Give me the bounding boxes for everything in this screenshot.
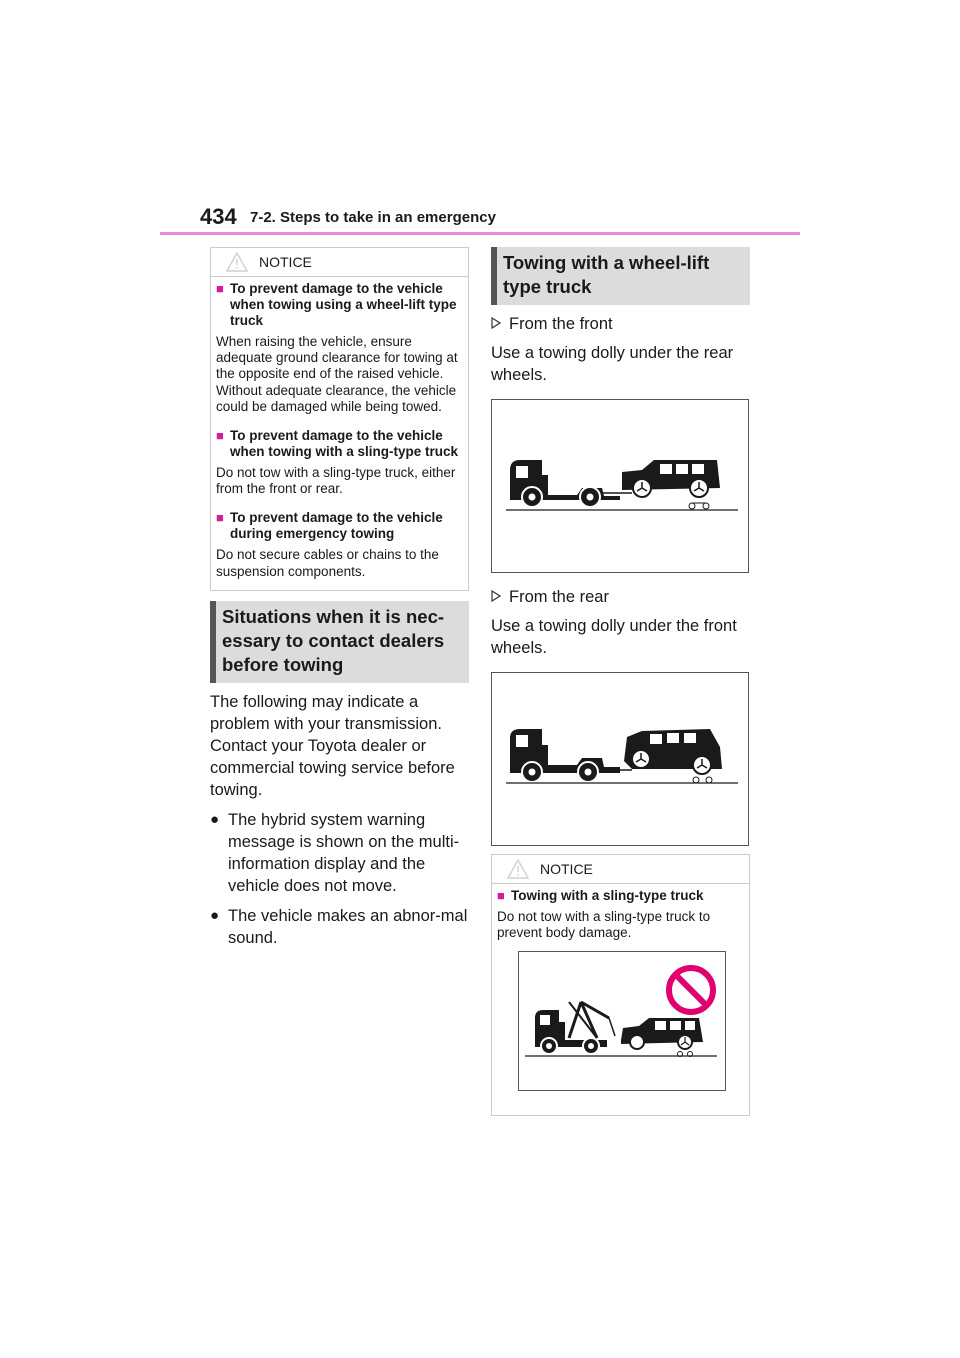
sling-tow-illustration	[519, 952, 723, 1088]
square-bullet-icon: ■	[216, 510, 224, 526]
page-number: 434	[200, 204, 237, 229]
section-title: 7-2. Steps to take in an emergency	[250, 209, 496, 226]
notice-item-title: ■ Towing with a sling-type truck	[497, 888, 704, 903]
square-bullet-icon: ■	[216, 281, 224, 296]
square-bullet-icon: ■	[497, 888, 505, 903]
bullet-icon: ●	[210, 810, 220, 828]
square-bullet-icon: ■	[216, 428, 224, 444]
header-rule	[160, 232, 800, 235]
notice-item-text: When raising the vehicle, ensure adequate ground clearance for towing at the opposite end of the raised vehicle. Without adequate clearance, the vehicle could be damaged while being towed.	[216, 334, 458, 414]
situations-bullet-list	[210, 809, 469, 949]
notice-box-right	[491, 854, 750, 1116]
situations-intro: The following may indicate a problem with your transmission. Contact your Toyota dealer or commercial towing service before towing.	[210, 692, 455, 799]
notice-box-left	[210, 247, 469, 591]
notice-header	[492, 855, 749, 884]
notice-item-text: Do not tow with a sling-type truck, either from the front or rear.	[216, 465, 456, 497]
arrow-right-icon	[491, 586, 509, 608]
list-item: ● The vehicle makes an abnor-mal sound.	[210, 906, 468, 947]
front-text: Use a towing dolly under the rear wheels.	[491, 344, 734, 384]
situations-heading: Situations when it is nec-essary to contact dealers before towing	[210, 601, 469, 683]
list-item: ● The hybrid system warning message is shown on the multi-information display and the vehicle does not move.	[210, 810, 460, 895]
arrow-right-icon	[491, 313, 509, 335]
notice-item-title: ■ To prevent damage to the vehicle when towing with a sling-type truck	[216, 428, 459, 460]
warning-icon	[226, 252, 248, 272]
notice-label: NOTICE	[259, 254, 312, 270]
warning-icon	[507, 859, 529, 879]
right-column	[491, 247, 750, 1116]
front-label: From the front	[491, 313, 750, 335]
notice-item-title: ■ To prevent damage to the vehicle during emergency towing	[216, 510, 443, 542]
tow-front-figure	[491, 399, 749, 573]
wheel-lift-heading: Towing with a wheel-lift type truck	[491, 247, 750, 305]
notice-item-text: Do not tow with a sling-type truck to prevent body damage.	[497, 909, 711, 941]
notice-item-text: Do not secure cables or chains to the suspension components.	[216, 547, 439, 579]
left-column	[210, 247, 469, 957]
rear-label: From the rear	[491, 586, 750, 608]
notice-header	[211, 248, 468, 277]
notice-label: NOTICE	[540, 861, 593, 877]
tow-rear-figure	[491, 672, 749, 846]
tow-front-illustration	[492, 400, 748, 572]
rear-text: Use a towing dolly under the front wheels.	[491, 617, 737, 657]
bullet-icon: ●	[210, 906, 220, 924]
sling-tow-figure	[518, 951, 726, 1091]
notice-item-title: ■ To prevent damage to the vehicle when towing using a wheel-lift type truck	[216, 281, 457, 328]
tow-rear-illustration	[492, 673, 748, 845]
